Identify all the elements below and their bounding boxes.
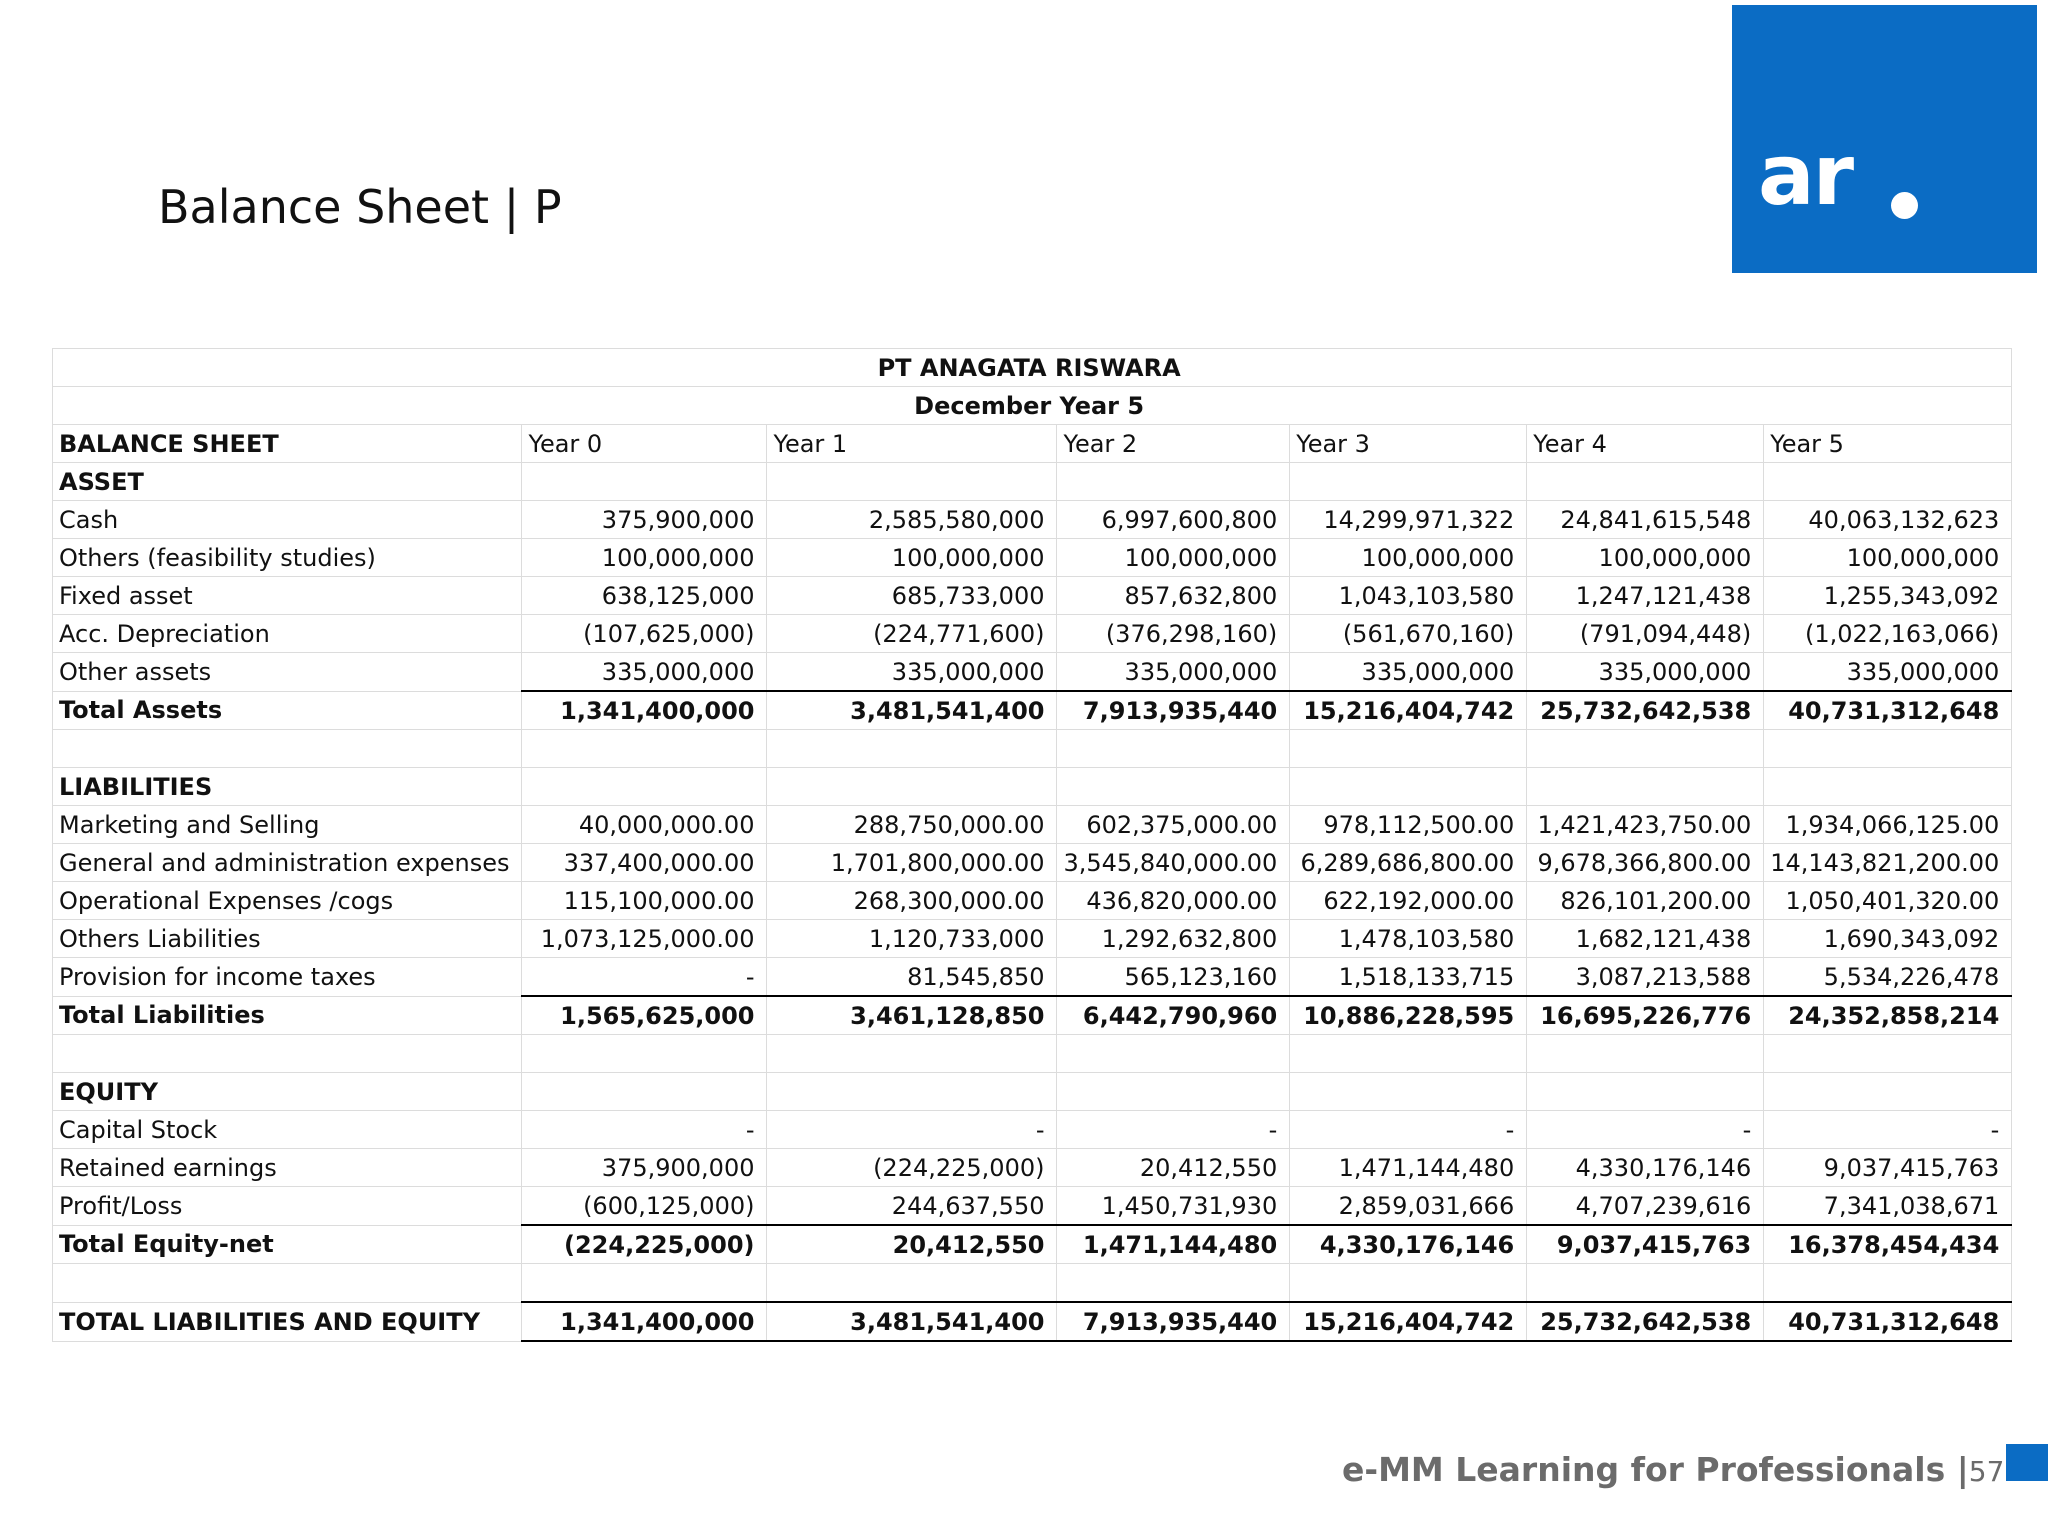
table-cell bbox=[1057, 463, 1290, 501]
table-cell: Operational Expenses /cogs bbox=[53, 882, 522, 920]
table-cell: 40,731,312,648 bbox=[1764, 1302, 2012, 1341]
table-cell: 1,292,632,800 bbox=[1057, 920, 1290, 958]
logo-dot bbox=[1891, 192, 1918, 219]
table-cell: 16,695,226,776 bbox=[1527, 996, 1764, 1035]
footer bbox=[1342, 1450, 2004, 1489]
table-cell: (376,298,160) bbox=[1057, 615, 1290, 653]
table-cell: - bbox=[767, 1111, 1057, 1149]
table-cell: - bbox=[1527, 1111, 1764, 1149]
table-cell bbox=[1290, 1073, 1527, 1111]
header-row bbox=[53, 425, 2012, 463]
table-cell: 3,481,541,400 bbox=[767, 691, 1057, 730]
table-row bbox=[53, 539, 2012, 577]
table-cell: 7,341,038,671 bbox=[1764, 1187, 2012, 1226]
table-cell: TOTAL LIABILITIES AND EQUITY bbox=[53, 1302, 522, 1341]
table-cell: Fixed asset bbox=[53, 577, 522, 615]
table-cell: 335,000,000 bbox=[522, 653, 767, 692]
table-cell: 4,330,176,146 bbox=[1527, 1149, 1764, 1187]
table-cell: 81,545,850 bbox=[767, 958, 1057, 997]
table-cell: 1,682,121,438 bbox=[1527, 920, 1764, 958]
table-cell bbox=[767, 730, 1057, 768]
table-cell: Cash bbox=[53, 501, 522, 539]
section-row bbox=[53, 463, 2012, 501]
table-row bbox=[53, 1149, 2012, 1187]
table-cell: 1,471,144,480 bbox=[1290, 1149, 1527, 1187]
table-cell: 826,101,200.00 bbox=[1527, 882, 1764, 920]
table-cell: 1,050,401,320.00 bbox=[1764, 882, 2012, 920]
table-cell: 1,565,625,000 bbox=[522, 996, 767, 1035]
section-row bbox=[53, 1073, 2012, 1111]
table-cell bbox=[1290, 730, 1527, 768]
table-cell: 6,289,686,800.00 bbox=[1290, 844, 1527, 882]
table-cell bbox=[1527, 1264, 1764, 1303]
section-row bbox=[53, 768, 2012, 806]
table-cell bbox=[1527, 1035, 1764, 1073]
table-row bbox=[53, 653, 2012, 692]
column-header: Year 3 bbox=[1290, 425, 1527, 463]
table-cell: (224,771,600) bbox=[767, 615, 1057, 653]
table-cell: 15,216,404,742 bbox=[1290, 1302, 1527, 1341]
table-cell bbox=[1290, 463, 1527, 501]
table-cell: 6,442,790,960 bbox=[1057, 996, 1290, 1035]
table-cell: 1,421,423,750.00 bbox=[1527, 806, 1764, 844]
table-row bbox=[53, 806, 2012, 844]
table-cell: 100,000,000 bbox=[1764, 539, 2012, 577]
table-cell: 1,120,733,000 bbox=[767, 920, 1057, 958]
table-cell bbox=[522, 730, 767, 768]
table-cell: 100,000,000 bbox=[1057, 539, 1290, 577]
table-cell: General and administration expenses bbox=[53, 844, 522, 882]
table-cell: - bbox=[1290, 1111, 1527, 1149]
table-cell: (600,125,000) bbox=[522, 1187, 767, 1226]
spacer-row bbox=[53, 730, 2012, 768]
spacer-row bbox=[53, 1264, 2012, 1303]
table-cell: 1,043,103,580 bbox=[1290, 577, 1527, 615]
total-row bbox=[53, 1302, 2012, 1341]
table-cell: 602,375,000.00 bbox=[1057, 806, 1290, 844]
table-cell: 1,450,731,930 bbox=[1057, 1187, 1290, 1226]
table-cell: (561,670,160) bbox=[1290, 615, 1527, 653]
table-row bbox=[53, 882, 2012, 920]
table-row bbox=[53, 501, 2012, 539]
table-cell: - bbox=[522, 1111, 767, 1149]
table-cell: 40,731,312,648 bbox=[1764, 691, 2012, 730]
table-cell: 3,461,128,850 bbox=[767, 996, 1057, 1035]
column-header: Year 0 bbox=[522, 425, 767, 463]
total-row bbox=[53, 996, 2012, 1035]
table-cell: 436,820,000.00 bbox=[1057, 882, 1290, 920]
table-cell bbox=[767, 768, 1057, 806]
table-cell: 622,192,000.00 bbox=[1290, 882, 1527, 920]
column-header: Year 5 bbox=[1764, 425, 2012, 463]
table-cell: Profit/Loss bbox=[53, 1187, 522, 1226]
table-cell bbox=[1290, 768, 1527, 806]
table-cell bbox=[767, 1073, 1057, 1111]
table-cell: (224,225,000) bbox=[522, 1225, 767, 1264]
table-cell: Total Liabilities bbox=[53, 996, 522, 1035]
table-cell bbox=[1764, 463, 2012, 501]
table-cell: 7,913,935,440 bbox=[1057, 691, 1290, 730]
table-cell: 1,478,103,580 bbox=[1290, 920, 1527, 958]
table-cell: 1,690,343,092 bbox=[1764, 920, 2012, 958]
table-cell: 9,037,415,763 bbox=[1764, 1149, 2012, 1187]
table-cell bbox=[522, 1264, 767, 1303]
table-cell bbox=[1290, 1035, 1527, 1073]
table-cell: 335,000,000 bbox=[1290, 653, 1527, 692]
table-cell: 1,247,121,438 bbox=[1527, 577, 1764, 615]
table-cell bbox=[1527, 463, 1764, 501]
table-cell: Provision for income taxes bbox=[53, 958, 522, 997]
table-cell: 4,330,176,146 bbox=[1290, 1225, 1527, 1264]
table-cell: Acc. Depreciation bbox=[53, 615, 522, 653]
table-cell: 20,412,550 bbox=[767, 1225, 1057, 1264]
table-cell: 565,123,160 bbox=[1057, 958, 1290, 997]
table-cell: 6,997,600,800 bbox=[1057, 501, 1290, 539]
table-cell bbox=[522, 1035, 767, 1073]
table-cell: 1,255,343,092 bbox=[1764, 577, 2012, 615]
table-row bbox=[53, 615, 2012, 653]
table-cell bbox=[1057, 1264, 1290, 1303]
table-cell: (791,094,448) bbox=[1527, 615, 1764, 653]
column-header: Year 4 bbox=[1527, 425, 1764, 463]
table-cell: 9,678,366,800.00 bbox=[1527, 844, 1764, 882]
table-row bbox=[53, 958, 2012, 997]
table-cell: 288,750,000.00 bbox=[767, 806, 1057, 844]
table-cell: 268,300,000.00 bbox=[767, 882, 1057, 920]
table-cell: (224,225,000) bbox=[767, 1149, 1057, 1187]
table-cell: Retained earnings bbox=[53, 1149, 522, 1187]
table-cell: ASSET bbox=[53, 463, 522, 501]
table-cell: 375,900,000 bbox=[522, 501, 767, 539]
table-cell bbox=[1057, 1073, 1290, 1111]
table-cell: 15,216,404,742 bbox=[1290, 691, 1527, 730]
table-cell: EQUITY bbox=[53, 1073, 522, 1111]
table-cell: 1,341,400,000 bbox=[522, 691, 767, 730]
table-row bbox=[53, 577, 2012, 615]
table-cell bbox=[1527, 1073, 1764, 1111]
table-cell: Capital Stock bbox=[53, 1111, 522, 1149]
table-cell: - bbox=[522, 958, 767, 997]
table-cell: 14,299,971,322 bbox=[1290, 501, 1527, 539]
table-cell: 335,000,000 bbox=[1764, 653, 2012, 692]
table-cell bbox=[53, 730, 522, 768]
table-cell: 335,000,000 bbox=[1527, 653, 1764, 692]
table-cell: Others (feasibility studies) bbox=[53, 539, 522, 577]
table-cell bbox=[1764, 730, 2012, 768]
table-cell: (107,625,000) bbox=[522, 615, 767, 653]
table-header-label: BALANCE SHEET bbox=[53, 425, 522, 463]
table-cell bbox=[522, 768, 767, 806]
table-cell: 1,934,066,125.00 bbox=[1764, 806, 2012, 844]
table-cell: 24,352,858,214 bbox=[1764, 996, 2012, 1035]
table-cell bbox=[1764, 1264, 2012, 1303]
table-cell: 1,471,144,480 bbox=[1057, 1225, 1290, 1264]
table-cell: 25,732,642,538 bbox=[1527, 1302, 1764, 1341]
company-name: PT ANAGATA RISWARA bbox=[53, 349, 2012, 387]
table-cell: 978,112,500.00 bbox=[1290, 806, 1527, 844]
table-cell: 2,585,580,000 bbox=[767, 501, 1057, 539]
table-row bbox=[53, 920, 2012, 958]
column-header: Year 2 bbox=[1057, 425, 1290, 463]
table-cell bbox=[1290, 1264, 1527, 1303]
table-cell: 3,545,840,000.00 bbox=[1057, 844, 1290, 882]
balance-sheet-table bbox=[52, 348, 2012, 1342]
table-cell: 24,841,615,548 bbox=[1527, 501, 1764, 539]
table-cell bbox=[1527, 730, 1764, 768]
table-cell: - bbox=[1057, 1111, 1290, 1149]
table-cell bbox=[1057, 1035, 1290, 1073]
table-cell: 100,000,000 bbox=[767, 539, 1057, 577]
table-cell: Other assets bbox=[53, 653, 522, 692]
table-cell: 337,400,000.00 bbox=[522, 844, 767, 882]
table-cell: 335,000,000 bbox=[1057, 653, 1290, 692]
table-cell: 638,125,000 bbox=[522, 577, 767, 615]
table-row bbox=[53, 1187, 2012, 1226]
table-cell: 9,037,415,763 bbox=[1527, 1225, 1764, 1264]
company-row bbox=[53, 349, 2012, 387]
table-cell: 857,632,800 bbox=[1057, 577, 1290, 615]
table-cell bbox=[1764, 768, 2012, 806]
table-cell bbox=[1764, 1073, 2012, 1111]
table-cell: 244,637,550 bbox=[767, 1187, 1057, 1226]
table-cell: 115,100,000.00 bbox=[522, 882, 767, 920]
table-cell: 3,087,213,588 bbox=[1527, 958, 1764, 997]
table-cell: 4,707,239,616 bbox=[1527, 1187, 1764, 1226]
table-cell: 5,534,226,478 bbox=[1764, 958, 2012, 997]
table-cell bbox=[767, 463, 1057, 501]
table-row bbox=[53, 1111, 2012, 1149]
table-cell: 100,000,000 bbox=[522, 539, 767, 577]
brand-logo bbox=[1732, 5, 2037, 273]
table-cell bbox=[522, 1073, 767, 1111]
table-row bbox=[53, 844, 2012, 882]
table-cell: Total Assets bbox=[53, 691, 522, 730]
table-cell bbox=[53, 1035, 522, 1073]
table-cell bbox=[1764, 1035, 2012, 1073]
period-label: December Year 5 bbox=[53, 387, 2012, 425]
logo-text: ar bbox=[1758, 126, 1853, 224]
table-cell: 10,886,228,595 bbox=[1290, 996, 1527, 1035]
table-cell bbox=[53, 1264, 522, 1303]
table-cell: Total Equity-net bbox=[53, 1225, 522, 1264]
total-row bbox=[53, 691, 2012, 730]
footer-text: e-MM Learning for Professionals | bbox=[1342, 1450, 1969, 1489]
table-cell: 14,143,821,200.00 bbox=[1764, 844, 2012, 882]
table-cell: 1,341,400,000 bbox=[522, 1302, 767, 1341]
table-cell: 20,412,550 bbox=[1057, 1149, 1290, 1187]
period-row bbox=[53, 387, 2012, 425]
table-cell: 40,063,132,623 bbox=[1764, 501, 2012, 539]
table-cell: 7,913,935,440 bbox=[1057, 1302, 1290, 1341]
table-cell: 40,000,000.00 bbox=[522, 806, 767, 844]
table-cell: 1,701,800,000.00 bbox=[767, 844, 1057, 882]
table-cell bbox=[1057, 768, 1290, 806]
spacer-row bbox=[53, 1035, 2012, 1073]
table-cell: 375,900,000 bbox=[522, 1149, 767, 1187]
table-cell: 1,518,133,715 bbox=[1290, 958, 1527, 997]
table-cell: 16,378,454,434 bbox=[1764, 1225, 2012, 1264]
table-cell: 1,073,125,000.00 bbox=[522, 920, 767, 958]
table-cell: 100,000,000 bbox=[1290, 539, 1527, 577]
table-cell: 685,733,000 bbox=[767, 577, 1057, 615]
table-cell bbox=[1527, 768, 1764, 806]
page-number: 57 bbox=[1968, 1455, 2005, 1488]
table-cell: 2,859,031,666 bbox=[1290, 1187, 1527, 1226]
table-cell: 335,000,000 bbox=[767, 653, 1057, 692]
footer-accent-bar bbox=[2006, 1444, 2048, 1481]
table-cell bbox=[767, 1264, 1057, 1303]
total-row bbox=[53, 1225, 2012, 1264]
table-cell: Marketing and Selling bbox=[53, 806, 522, 844]
table-cell: Others Liabilities bbox=[53, 920, 522, 958]
table-cell: 100,000,000 bbox=[1527, 539, 1764, 577]
slide-title: Balance Sheet | P bbox=[158, 180, 562, 234]
column-header: Year 1 bbox=[767, 425, 1057, 463]
table-cell bbox=[1057, 730, 1290, 768]
table-cell: 3,481,541,400 bbox=[767, 1302, 1057, 1341]
table-cell: 25,732,642,538 bbox=[1527, 691, 1764, 730]
table-cell: LIABILITIES bbox=[53, 768, 522, 806]
table-cell bbox=[767, 1035, 1057, 1073]
table-cell: - bbox=[1764, 1111, 2012, 1149]
table-cell bbox=[522, 463, 767, 501]
table-cell: (1,022,163,066) bbox=[1764, 615, 2012, 653]
